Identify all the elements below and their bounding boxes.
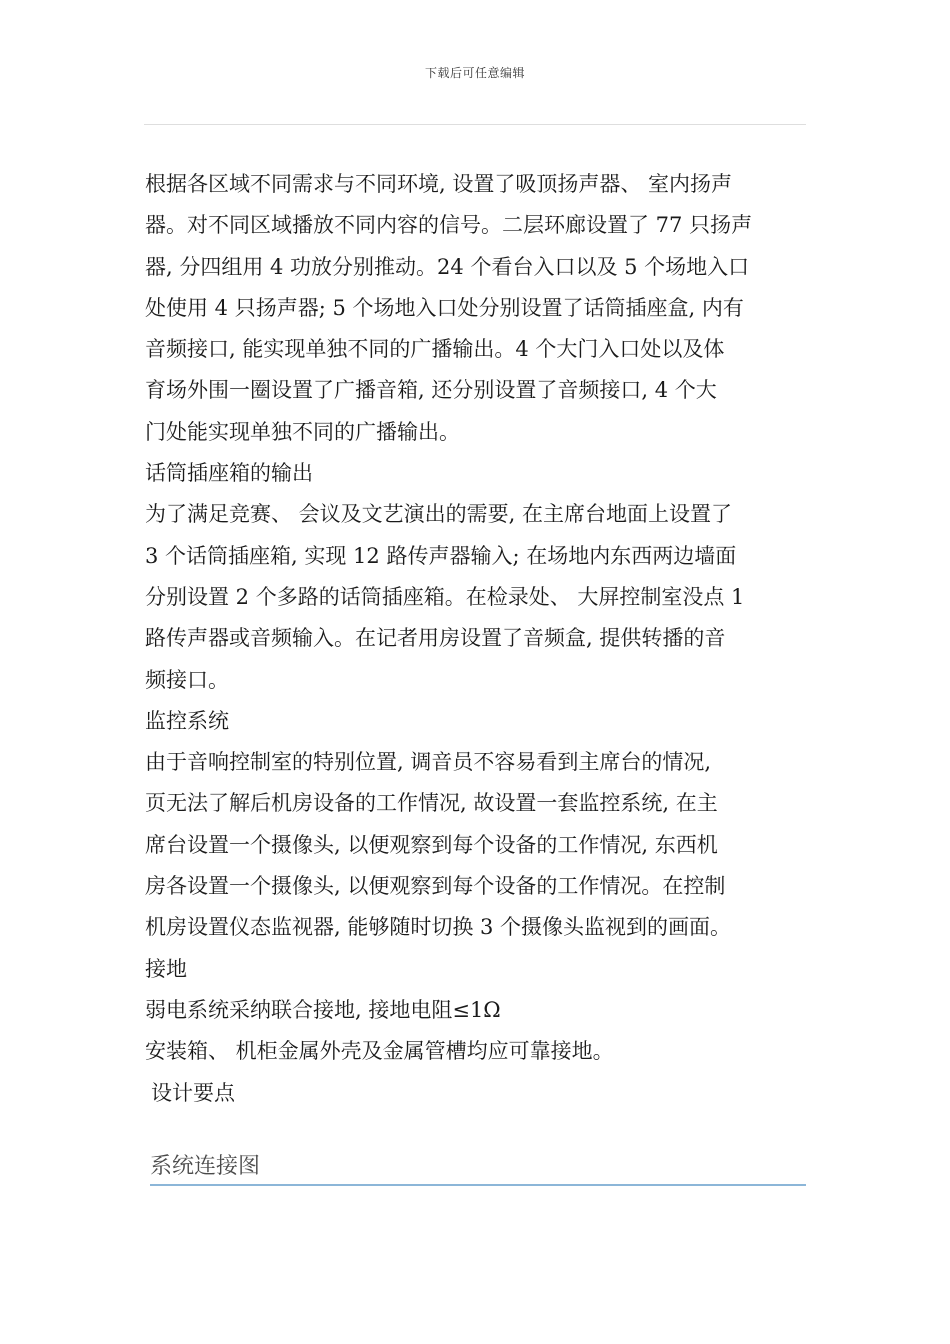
paragraph-grounding-enclosures: 安装箱、 机柜金属外壳及金属管槽均应可靠接地。 [145, 1039, 614, 1064]
heading-design-points: 设计要点 [151, 1080, 235, 1105]
heading-grounding: 接地 [145, 956, 187, 981]
heading-mic-socket-output: 话筒插座箱的输出 [145, 461, 313, 486]
document-body [145, 164, 807, 1114]
section-title-system-diagram: 系统连接图 [150, 1150, 806, 1186]
paragraph-mic-sockets: 为了满足竞赛、 会议及文艺演出的需要, 在主席台地面上设置了 3 个话筒插座箱, 实现 12 路传声器输入; 在场地内东西两边墙面 分别设置 2 个多路的话筒插座箱。在检录处、 大屏控制室没点 1 路传声器或音频输入。在记者用房设置了音频盒, 提供转播的音 频接口。 [145, 502, 745, 692]
paragraph-speakers: 根据各区域不同需求与不同环境, 设置了吸顶扬声器、 室内扬声 器。对不同区域播放不同内容的信号。二层环廊设置了 77 只扬声 器, 分四组用 4 功放分别推动。24 个看台入口以及 5 个场地入口 处使用 4 只扬声器; 5 个场地入口处分别设置了话筒插座盒, 内有 音频接口, 能实现单独不同的广播输出。4 个大门入口处以及体 育场外围一圈设置了广播音箱, 还分别设置了音频接口, 4 个大 门处能实现单独不同的广播输出。 [145, 172, 753, 444]
heading-monitoring-system: 监控系统 [145, 708, 229, 733]
paragraph-monitoring: 由于音响控制室的特别位置, 调音员不容易看到主席台的情况, 页无法了解后机房设备的工作情况, 故设置一套监控系统, 在主 席台设置一个摄像头, 以便观察到每个设备的工作情况, 东西机 房各设置一个摄像头, 以便观察到每个设备的工作情况。在控制 机房设置仪态监视器, 能够随时切换 3 个摄像头监视到的画面。 [145, 750, 732, 940]
page-header-note: 下载后可任意编辑 [424, 66, 525, 80]
paragraph-grounding-resistance: 弱电系统采纳联合接地, 接地电阻≤1Ω [145, 997, 501, 1022]
header-divider [144, 124, 806, 125]
